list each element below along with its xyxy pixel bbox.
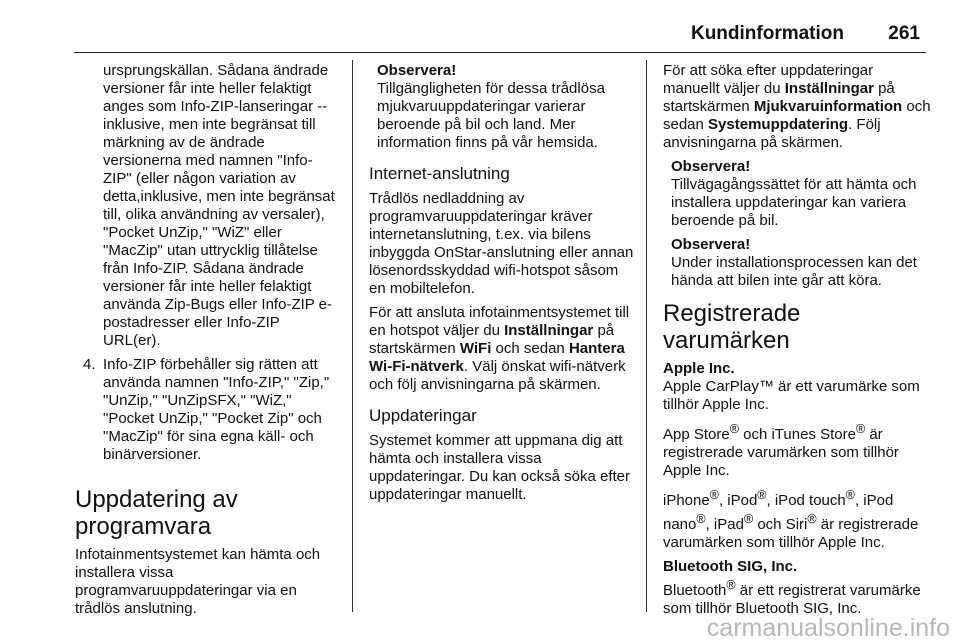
text-run: , iPod touch <box>766 492 846 509</box>
text-run: . Välj önskat wifi-nätverk och följ anvisningarna på skärmen. <box>369 358 626 393</box>
menu-term-settings: Inställningar <box>784 80 874 97</box>
registered-mark: ® <box>855 422 866 436</box>
apple-devices-paragraph <box>663 486 933 552</box>
internet-paragraph: Trådlös nedladdning av programvaruuppdateringar kräver internetanslutning, t.ex. via bilens inbyggda OnStar-anslutning eller annan lösenordsskyddad wifi-hotspot såsom en mobiltelefon. <box>369 190 634 297</box>
page-header <box>74 0 926 53</box>
text-run: Bluetooth <box>663 582 727 599</box>
text-run: är registrerade varumärken som tillhör Apple Inc. <box>663 426 899 479</box>
section-heading-trademarks: Registrerade varumärken <box>663 300 801 354</box>
menu-term-wifi: WiFi <box>459 340 492 357</box>
section-heading-software-update: Uppdatering av programvara <box>75 486 238 540</box>
menu-term-manage-wifi: Hantera Wi-Fi-nätverk <box>369 340 625 375</box>
registered-mark: ® <box>729 422 739 436</box>
watermark: carmanualsonline.info <box>706 614 950 642</box>
note-procedure <box>663 158 933 230</box>
registered-mark: ® <box>845 488 855 502</box>
column-right <box>663 62 933 624</box>
registered-mark: ® <box>709 488 719 502</box>
menu-term-software-info: Mjukvaruinformation <box>753 98 903 115</box>
text-run: App Store <box>663 426 730 443</box>
note-label: Observera! <box>671 236 751 253</box>
note-label: Observera! <box>377 62 457 79</box>
list-number: 4. <box>83 356 96 373</box>
text-run: och sedan <box>491 340 569 357</box>
text-run: , iPod <box>718 492 758 509</box>
software-update-paragraph: Infotainmentsystemet kan hämta och installera vissa programvaruuppdateringar via en trådlös anslutning. <box>75 546 321 617</box>
note-label: Observera! <box>671 158 751 175</box>
text-run: För att söka efter uppdateringar manuellt väljer du <box>663 62 874 97</box>
note-text: Under installationsprocessen kan det hända att bilen inte går att köra. <box>671 254 917 289</box>
column-middle <box>369 62 637 510</box>
menu-term-settings: Inställningar <box>504 322 594 339</box>
text-run: och sedan <box>663 98 931 133</box>
registered-mark: ® <box>696 512 706 526</box>
text-run: och iTunes Store <box>738 426 856 443</box>
note-availability <box>369 62 637 152</box>
list-item-text: Info-ZIP förbehåller sig rätten att använda namnen "Info-ZIP," "Zip," "UnZip," "UnZipSFX," "WiZ," "Pocket UnZip," "Pocket Zip" och "MacZip" för sina egna käll- och binärversioner. <box>103 356 330 463</box>
text-run: , iPad <box>705 516 744 533</box>
text-run: iPhone <box>663 492 710 509</box>
note-text: Tillgängligheten för dessa trådlösa mjukvaruuppdateringar varierar beroende på bil och land. Mer information finns på vår hemsida. <box>377 80 605 151</box>
updates-paragraph: Systemet kommer att uppmana dig att hämta och installera vissa uppdateringar. Du kan också söka efter uppdateringar manuellt. <box>369 432 630 503</box>
text-run: är registrerade varumärken som tillhör Apple Inc. <box>663 516 919 551</box>
app-store-paragraph <box>663 420 933 480</box>
text-run: på startskärmen <box>663 80 895 115</box>
hotspot-paragraph <box>369 304 637 394</box>
column-left <box>75 62 341 624</box>
manual-update-paragraph <box>663 62 933 152</box>
registered-mark: ® <box>743 512 754 526</box>
column-divider-right <box>646 60 647 612</box>
license-paragraph: ursprungskällan. Sådana ändrade versioner får inte heller felaktigt anges som Info-ZIP-lanseringar -- inklusive, men inte begränsat till märkning av de ändrade versionerna med namnen "Info-ZIP" (eller någon variation av detta,inklusive, men inte begränsat till, olika användning av versaler), "Pocket UnZip," "WiZ" eller "MacZip" utan uttrycklig tillåtelse från Info-ZIP. Sådana ändrade versioner får inte heller felaktigt använda Zip-Bugs eller Info-ZIP e-postadresser eller Info-ZIP URL(er). <box>103 62 335 349</box>
note-text: Tillvägagångssättet för att hämta och installera uppdateringar kan variera beroende på bil. <box>671 176 917 229</box>
list-item-4 <box>75 356 341 464</box>
text-run: och Siri <box>753 516 808 533</box>
text-run: på startskärmen <box>369 322 615 357</box>
registered-mark: ® <box>757 488 767 502</box>
text-run: För att ansluta infotainmentsystemet till en hotspot väljer du <box>369 304 630 339</box>
registered-mark: ® <box>726 578 736 592</box>
text-run: . Följ anvisningarna på skärmen. <box>663 116 881 151</box>
subheading-updates: Uppdateringar <box>369 406 477 425</box>
page-number: 261 <box>888 23 920 44</box>
registered-mark: ® <box>807 512 817 526</box>
text-run: är ett registrerat varumärke som tillhör Bluetooth SIG, Inc. <box>663 582 921 617</box>
subheading-internet-connection: Internet-anslutning <box>369 164 510 183</box>
apple-carplay-paragraph: Apple CarPlay™ är ett varumärke som tillhör Apple Inc. <box>663 378 920 413</box>
bluetooth-paragraph <box>663 576 933 618</box>
menu-term-system-update: Systemuppdatering <box>708 116 849 133</box>
subheading-bluetooth: Bluetooth SIG, Inc. <box>663 558 798 575</box>
subheading-apple: Apple Inc. <box>663 360 735 377</box>
page-title: Kundinformation <box>690 23 844 44</box>
note-installation <box>663 236 933 290</box>
column-divider-left <box>352 60 353 612</box>
text-run: , iPod nano <box>663 492 894 533</box>
